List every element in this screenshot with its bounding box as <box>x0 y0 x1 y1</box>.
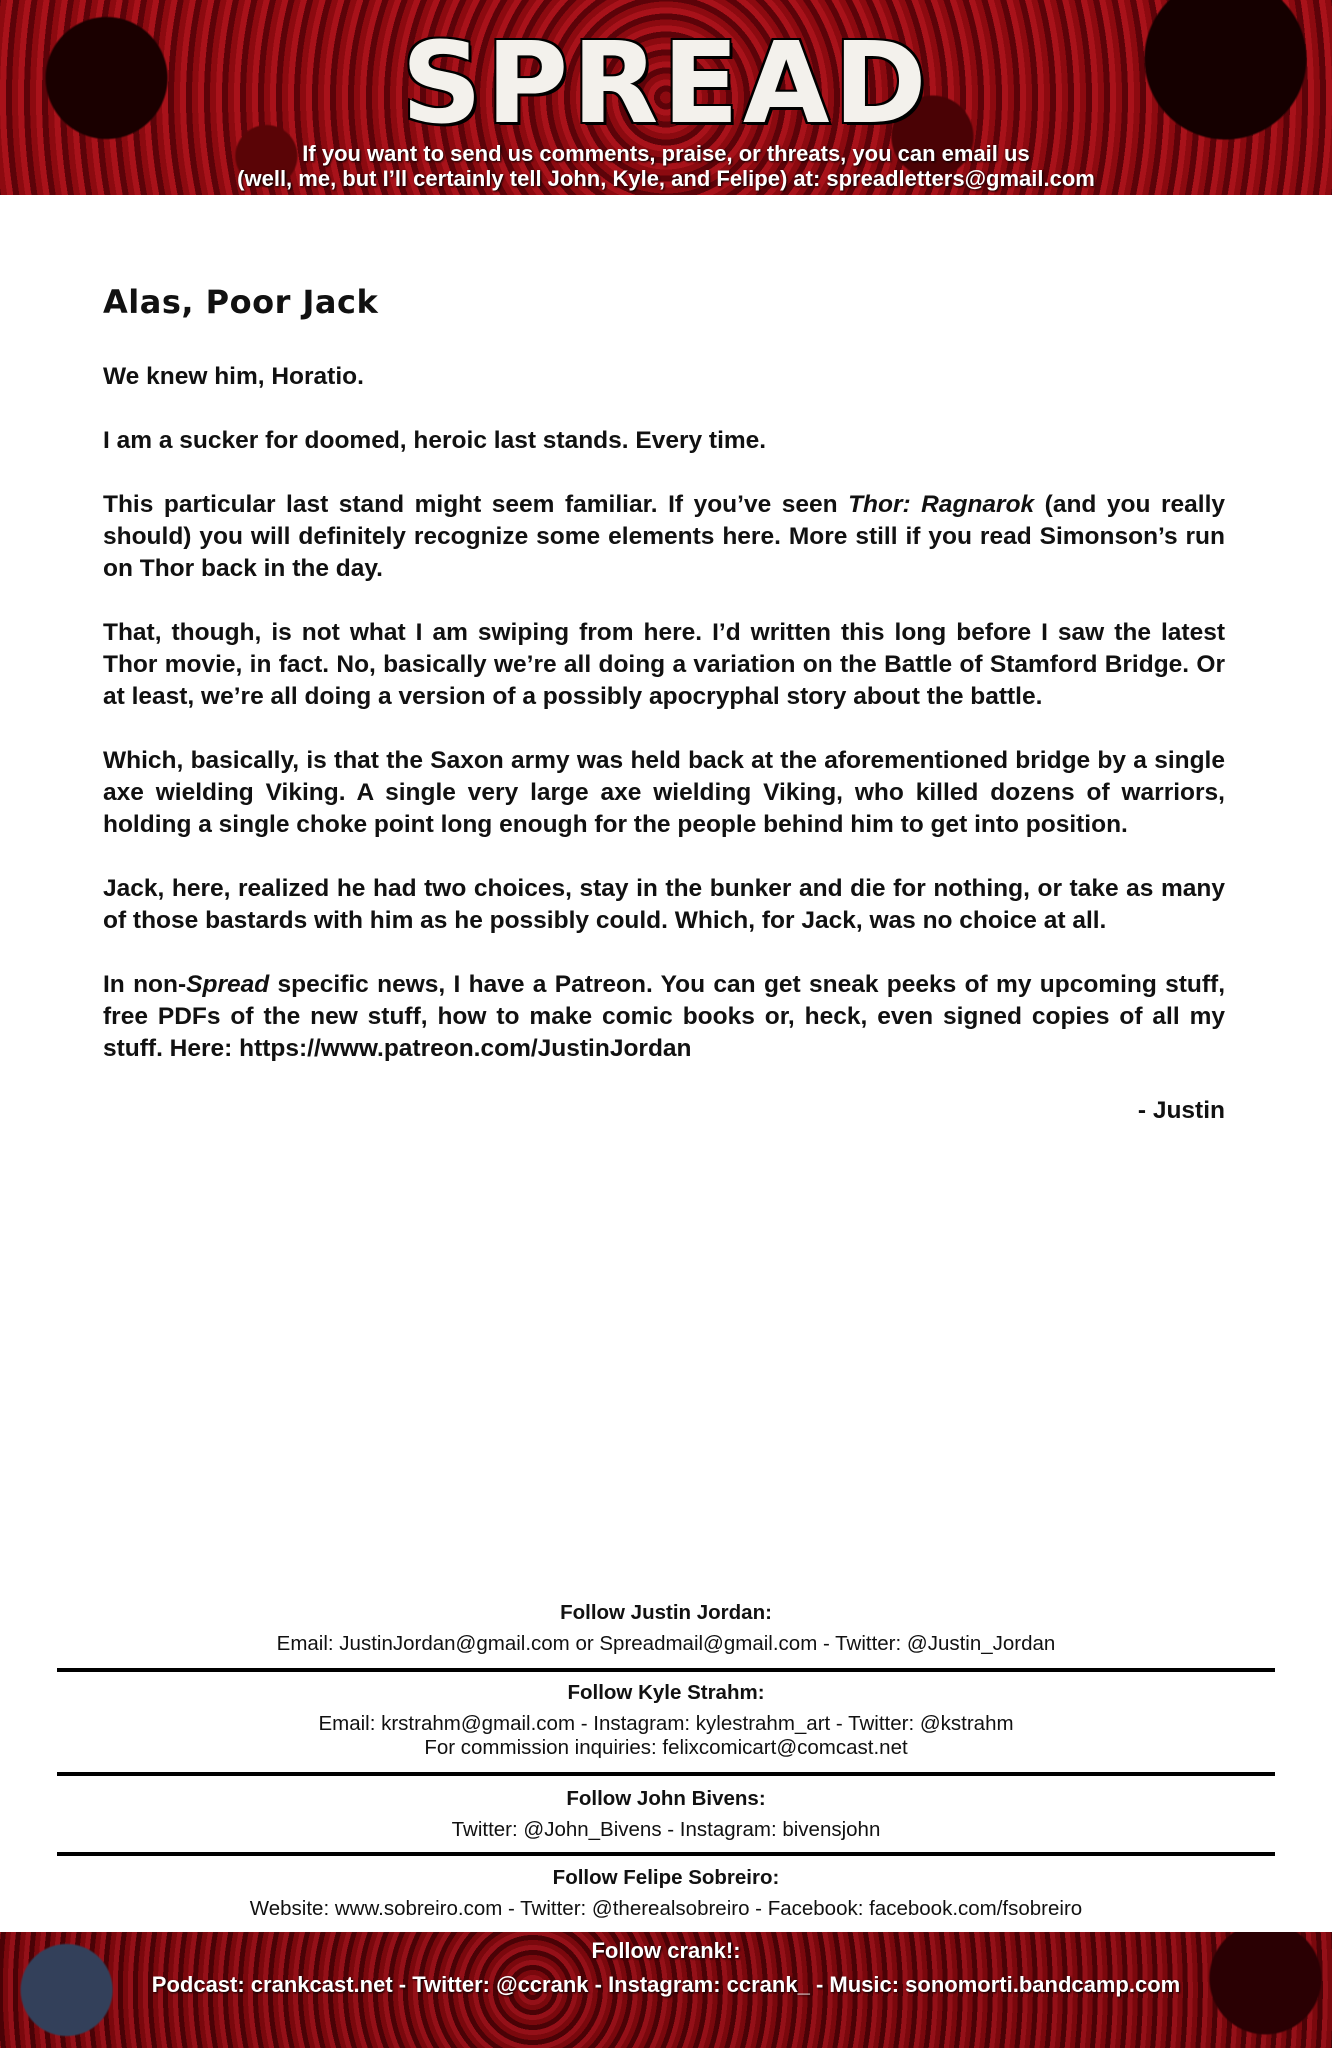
follow-john-contacts: Twitter: @John_Bivens - Instagram: bivensjohn <box>451 1818 881 1841</box>
paragraph-6: Jack, here, realized he had two choices, stay in the bunker and die for nothing, or take as many of those bastards with him as he possibly could. Which, for Jack, was no choice at all. <box>103 875 1225 934</box>
follow-justin-contacts: Email: JustinJordan@gmail.com or Spreadmail@gmail.com - Twitter: @Justin_Jordan <box>276 1632 1056 1655</box>
divider-rule <box>57 1852 1275 1856</box>
follow-justin-section <box>0 1600 1332 1656</box>
follow-kyle-title: Follow Kyle Strahm: <box>567 1681 765 1704</box>
article-title: Alas, Poor Jack <box>103 283 379 321</box>
paragraph-5: Which, basically, is that the Saxon army was held back at the aforementioned bridge by a single axe wielding Viking. A single very large axe wielding Viking, who killed dozens of warriors, holding a single choke point long enough for the people behind him to get into position. <box>103 747 1225 838</box>
follow-felipe-contacts: Website: www.sobreiro.com - Twitter: @therealsobreiro - Facebook: facebook.com/fsobreiro <box>249 1897 1083 1920</box>
paragraph-7 <box>103 969 1225 1065</box>
spread-italic: Spread <box>186 971 270 998</box>
follow-felipe-title: Follow Felipe Sobreiro: <box>552 1866 780 1889</box>
follow-john-title: Follow John Bivens: <box>566 1787 766 1810</box>
divider-rule <box>57 1772 1275 1776</box>
paragraph-1: We knew him, Horatio. <box>103 363 364 390</box>
paragraph-3-start: This particular last stand might seem familiar. If you’ve seen <box>103 491 849 518</box>
follow-kyle-commission: For commission inquiries: felixcomicart@comcast.net <box>424 1736 908 1759</box>
banner-contact-line-1: If you want to send us comments, praise, or threats, you can email us <box>302 141 1030 166</box>
divider-rule <box>57 1668 1275 1672</box>
paragraph-2: I am a sucker for doomed, heroic last stands. Every time. <box>103 427 767 454</box>
paragraph-4: That, though, is not what I am swiping from here. I’d written this long before I saw the latest Thor movie, in fact. No, basically we’re all doing a variation on the Battle of Stamford Bridge. Or at least, we’re all doing a version of a possibly apocryphal story about the battle. <box>103 619 1225 710</box>
paragraph-7-end: specific news, I have a Patreon. You can get sneak peeks of my upcoming stuff, free PDFs of the new stuff, how to make comic books or, heck, even signed copies of all my stuff. Here: https://www.patreon.com/JustinJordan <box>103 971 1226 1062</box>
follow-crank-title: Follow crank!: <box>591 1938 741 1963</box>
follow-kyle-section <box>0 1680 1332 1760</box>
header-banner <box>0 0 1332 195</box>
banner-contact-line-2: (well, me, but I’ll certainly tell John, Kyle, and Felipe) at: spreadletters@gmail.com <box>237 166 1095 191</box>
follow-felipe-section <box>0 1865 1332 1921</box>
follow-kyle-contacts: Email: krstrahm@gmail.com - Instagram: kylestrahm_art - Twitter: @kstrahm <box>318 1712 1014 1735</box>
paragraph-3 <box>103 489 1225 585</box>
letters-column <box>103 283 1225 1125</box>
follow-crank-links: Podcast: crankcast.net - Twitter: @ccrank - Instagram: ccrank_ - Music: sonomorti.bandcamp.com <box>151 1972 1181 1997</box>
footer-banner <box>0 1932 1332 2048</box>
paragraph-7-start: In non- <box>103 971 187 998</box>
signoff: - Justin <box>1137 1097 1225 1124</box>
follow-justin-title: Follow Justin Jordan: <box>560 1601 772 1624</box>
follow-john-section <box>0 1786 1332 1842</box>
paragraph-3-end: (and you really should) you will definitely recognize some elements here. More still if you read Simonson’s run on Thor back in the day. <box>103 491 1226 582</box>
movie-title-italic: Thor: Ragnarok <box>848 491 1035 518</box>
spread-logo: SPREAD <box>401 19 931 149</box>
